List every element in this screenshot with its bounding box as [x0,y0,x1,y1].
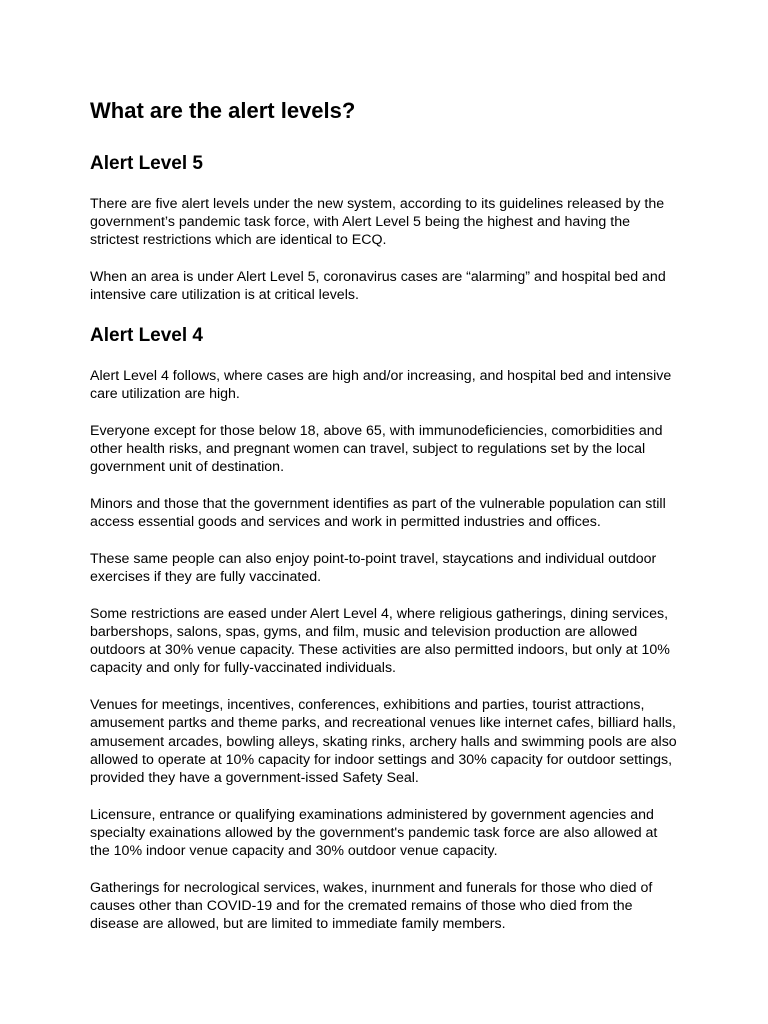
paragraph: When an area is under Alert Level 5, coronavirus cases are “alarming” and hospital bed and intensive care utilization is at critical levels. [90,269,666,304]
section-heading: Alert Level 5 [90,153,203,174]
paragraph: Alert Level 4 follows, where cases are high and/or increasing, and hospital bed and intensive care utilization are high. [90,368,672,403]
section-alert-level-5 [90,151,680,305]
paragraph: Some restrictions are eased under Alert Level 4, where religious gatherings, dining services, barbershops, salons, spas, gyms, and film, music and television production are allowed outdoors at 30% venue capacity. These activities are also permitted indoors, but only at 10% capacity and only for fully-vaccinated individuals. [90,605,670,677]
document-page [90,96,680,952]
paragraph: Gatherings for necrological services, wakes, inurnment and funerals for those who died of causes other than COVID-19 and for the cremated remains of those who died from the disease are allowed, but are limited to immediate family members. [90,879,653,933]
paragraph: Everyone except for those below 18, above 65, with immunodeficiencies, comorbidities and other health risks, and pregnant women can travel, subject to regulations set by the local government unit of destination. [90,422,663,476]
paragraph: Licensure, entrance or qualifying examinations administered by government agencies and specialty exainations allowed by the government's pandemic task force are also allowed at the 10% indoor venue capacity and 30% outdoor venue capacity. [90,806,658,860]
paragraph: There are five alert levels under the new system, according to its guidelines released by the government’s pandemic task force, with Alert Level 5 being the highest and having the strictest restrictions which are identical to ECQ. [90,196,665,249]
page-title: What are the alert levels? [90,98,356,123]
paragraph: These same people can also enjoy point-to-point travel, staycations and individual outdoor exercises if they are fully vaccinated. [90,550,657,586]
paragraph: Minors and those that the government identifies as part of the vulnerable population can still access essential goods and services and work in permitted industries and offices. [90,496,666,531]
section-alert-level-4 [90,323,680,933]
paragraph: Venues for meetings, incentives, conferences, exhibitions and parties, tourist attractions, amusement partks and theme parks, and recreational venues like internet cafes, billiard halls, amusement arcades, bowling alleys, skating rinks, archery halls and swimming pools are also allowed to operate at 10% capacity for indoor settings and 30% capacity for outdoor settings, provided they have a government-issed Safety Seal. [90,697,677,786]
section-heading: Alert Level 4 [90,325,203,347]
